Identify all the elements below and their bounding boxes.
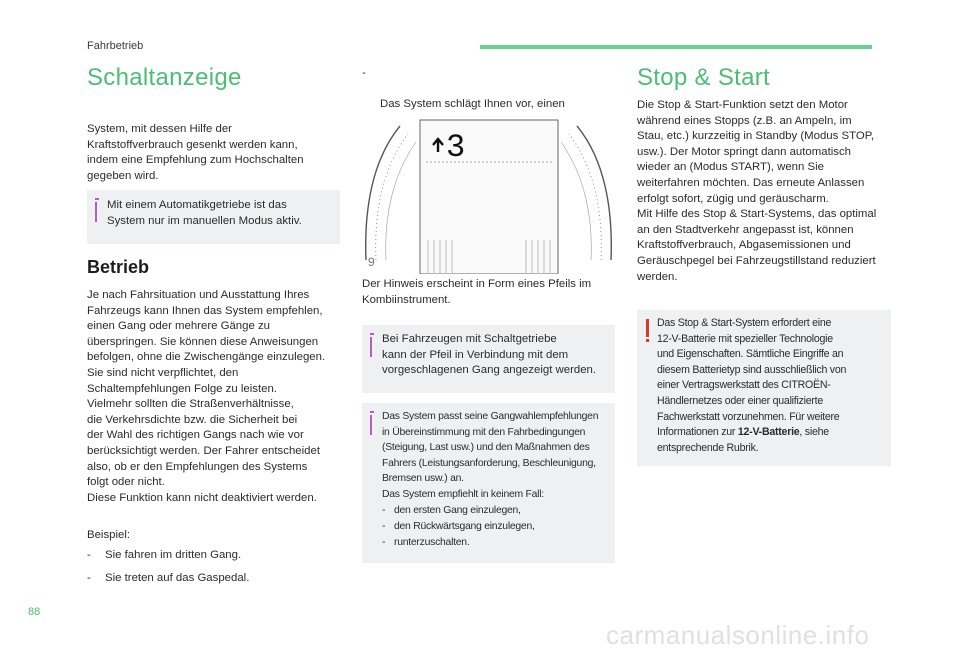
- subheading-betrieb: Betrieb: [87, 257, 150, 277]
- info-icon-bar: [370, 337, 372, 357]
- warning-icon-dot: [646, 339, 649, 342]
- warning-icon: [646, 319, 649, 337]
- info-box-manual: [362, 325, 615, 393]
- info-icon: [370, 411, 374, 413]
- example-item-1: - Sie fahren im dritten Gang.: [87, 549, 242, 561]
- list-item: - runterzuschalten.: [382, 537, 470, 548]
- stop-start-paragraph: Die Stop & Start-Funktion setzt den Motor während eines Stopps (z.B. an Ampeln, im Stau, etc.) kurzzeitig in Standby (Modus STOP, usw.). Der Motor springt dann automatisch wieder an (Modus START), wenn Sie weiterfahren möchten. Das erneute Anlassen erfolgt sofort, zügig und geräuscharm. Mit Hilfe des Stop & Start-Systems, das optimal an den Stadtverkehr angepasst ist, können Kraftstoffverbrauch, Abgasemissionen und Geräuschpegel bei Fahrzeugstillstand reduziert werden.: [637, 99, 877, 283]
- gear-number-display: 3: [446, 129, 466, 166]
- info-box-text: Bei Fahrzeugen mit Schaltgetriebe kann der Pfeil in Verbindung mit dem vorgeschlagenen Gang angezeigt werden.: [382, 333, 597, 377]
- info-icon: [370, 333, 374, 335]
- gear-indicator-illustration: [362, 110, 615, 274]
- intro-paragraph: System, mit dessen Hilfe der Kraftstoffverbrauch gesenkt werden kann, indem eine Empfehlung zum Hochschalten gegeben wird.: [87, 123, 304, 182]
- example-label: Beispiel:: [87, 529, 131, 541]
- section-title-stop-start: Stop & Start: [637, 64, 770, 91]
- svg-text:9: 9: [368, 255, 375, 269]
- betrieb-paragraph: Je nach Fahrsituation und Ausstattung Ihres Fahrzeugs kann Ihnen das System empfehlen, einen Gang oder mehrere Gänge zu überspringen. Sie können diese Anweisungen befolgen, ohne die Zwischengänge einzulegen. Sie sind nicht verpflichtet, den Schaltempfehlungen Folge zu leisten. Vielmehr sollten die Straßenverhältnisse, die Verkehrsdichte bzw. die Sicherheit bei der Wahl des richtigen Gangs nach wie vor berücksichtigt werden. Der Fahrer entscheidet also, ob er den Empfehlungen des Systems folgt oder nicht. Diese Funktion kann nicht deaktiviert werden.: [87, 289, 326, 504]
- warning-box-battery: [637, 310, 891, 466]
- middle-top-item: - Das System schlägt Ihnen vor, einen: [362, 67, 565, 111]
- info-box-gear-recommendation: [362, 403, 615, 563]
- info-icon-bar: [370, 415, 372, 435]
- info-box-text: Das System passt seine Gangwahlempfehlungen in Übereinstimmung mit den Fahrbedingungen (Steigung, Last usw.) und den Maßnahmen des Fahrers (Leistungsanforderung, Beschleunigung, Bremsen usw.) an. Das System empfiehlt in keinem Fall:: [382, 411, 599, 500]
- header-divider: [480, 45, 872, 49]
- info-icon: [95, 198, 99, 200]
- list-item: - den ersten Gang einzulegen,: [382, 505, 521, 516]
- instrument-cluster-illustration: [362, 110, 615, 274]
- page-number: 88: [28, 606, 41, 618]
- info-icon-bar: [95, 202, 97, 222]
- example-item-2: - Sie treten auf das Gaspedal.: [87, 572, 250, 584]
- section-label: Fahrbetrieb: [87, 40, 144, 52]
- info-box-text: Mit einem Automatikgetriebe ist das System nur im manuellen Modus aktiv.: [107, 199, 302, 227]
- warning-text: Das Stop & Start-System erfordert eine 12-V-Batterie mit spezieller Technologie und Eigenschaften. Sämtliche Eingriffe an diesem Batterietyp sind ausschließlich von einer Vertragswerkstatt des CITROËN- Händlernetzes oder einer qualifizierte Fachwerkstatt vorzunehmen. Für weitere Informationen zur 12-V-Batterie, siehe entsprechende Rubrik.: [657, 317, 847, 454]
- page-title-schaltanzeige: Schaltanzeige: [87, 64, 242, 91]
- list-item: - den Rückwärtsgang einzulegen,: [382, 521, 535, 532]
- info-box-automatic: [87, 190, 340, 244]
- watermark: carmanualsonline.info: [606, 620, 870, 650]
- instrument-caption: Der Hinweis erscheint in Form eines Pfeils im Kombiinstrument.: [362, 278, 592, 306]
